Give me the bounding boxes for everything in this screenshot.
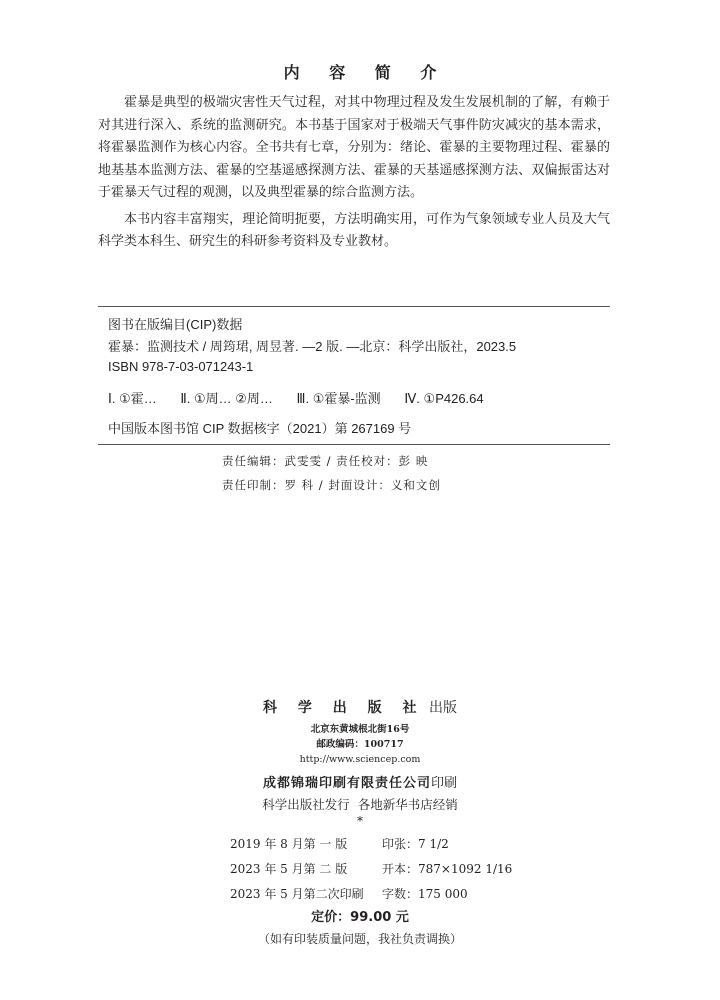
printer-name: 成都锦瑞印刷有限责任公司 bbox=[262, 776, 431, 791]
edition-spec: 印张：7 1/2 bbox=[382, 837, 449, 851]
classification-item: Ⅱ. ①周… ②周… bbox=[180, 391, 273, 406]
publisher-website: http://www.sciencep.com bbox=[299, 754, 421, 765]
classification-item: Ⅳ. ①P426.64 bbox=[404, 391, 484, 406]
edition-spec: 字数：175 000 bbox=[382, 887, 468, 901]
cip-heading: 图书在版编目(CIP)数据 bbox=[108, 317, 243, 332]
classification-item: Ⅰ. ①霍… bbox=[108, 391, 157, 406]
edition-spec: 开本：787×1092 1/16 bbox=[382, 862, 513, 876]
cip-number: 中国版本图书馆 CIP 数据核字（2021）第 267169 号 bbox=[108, 421, 412, 436]
publisher-name: 科 学 出 版 社 bbox=[263, 700, 425, 716]
publisher-address: 北京东黄城根北街16号 bbox=[310, 724, 410, 735]
quality-note: （如有印装质量问题，我社负责调换） bbox=[257, 932, 462, 946]
publisher-line bbox=[0, 697, 720, 717]
summary-title: 内 容 简 介 bbox=[283, 63, 449, 82]
edition-date: 2023 年 5 月第 二 版 bbox=[230, 862, 348, 876]
classification-item: Ⅲ. ①霍暴-监测 bbox=[296, 391, 381, 406]
divider-bottom bbox=[98, 444, 610, 445]
cip-classification bbox=[108, 388, 504, 407]
edition-date: 2023 年 5 月第二次印刷 bbox=[230, 887, 364, 901]
divider-top bbox=[98, 306, 610, 307]
printer-suffix: 印刷 bbox=[431, 776, 458, 791]
cip-record: 霍暴：监测技术 / 周筠珺, 周昱著. —2 版. —北京：科学出版社，2023.5 bbox=[108, 339, 517, 354]
publisher-postcode: 邮政编码：100717 bbox=[316, 739, 404, 750]
summary-paragraph: 本书内容丰富翔实，理论简明扼要，方法明确实用，可作为气象领域专业人员及大气科学类本科生、研究生的科研参考资料及专业教材。 bbox=[98, 211, 610, 249]
publisher-suffix: 出版 bbox=[428, 700, 457, 716]
price: 定价：99.00 元 bbox=[311, 910, 409, 925]
summary-paragraph: 霍暴是典型的极端灾害性天气过程，对其中物理过程及发生发展机制的了解，有赖于对其进行深入、系统的监测研究。本书基于国家对于极端天气事件防灾减灾的基本需求，将霍暴监测作为核心内容。全书共有七章，分别为：绪论、霍暴的主要物理过程、霍暴的地基基本监测方法、霍暴的空基遥感探测方法、霍暴的天基遥感探测方法、双偏振雷达对于霍暴天气过程的观测，以及典型霍暴的综合监测方法。 bbox=[98, 95, 610, 200]
separator-star: * bbox=[357, 814, 363, 828]
printer-line bbox=[0, 772, 720, 791]
edition-date: 2019 年 8 月第 一 版 bbox=[230, 837, 348, 851]
cip-isbn: ISBN 978-7-03-071243-1 bbox=[108, 359, 254, 374]
editors-line: 责任印制：罗 科 / 封面设计：义和文创 bbox=[222, 478, 441, 492]
editors-line: 责任编辑：武雯雯 / 责任校对：彭 映 bbox=[222, 454, 429, 468]
distribution-line: 科学出版社发行 各地新华书店经销 bbox=[262, 797, 458, 812]
summary-section bbox=[98, 92, 610, 258]
